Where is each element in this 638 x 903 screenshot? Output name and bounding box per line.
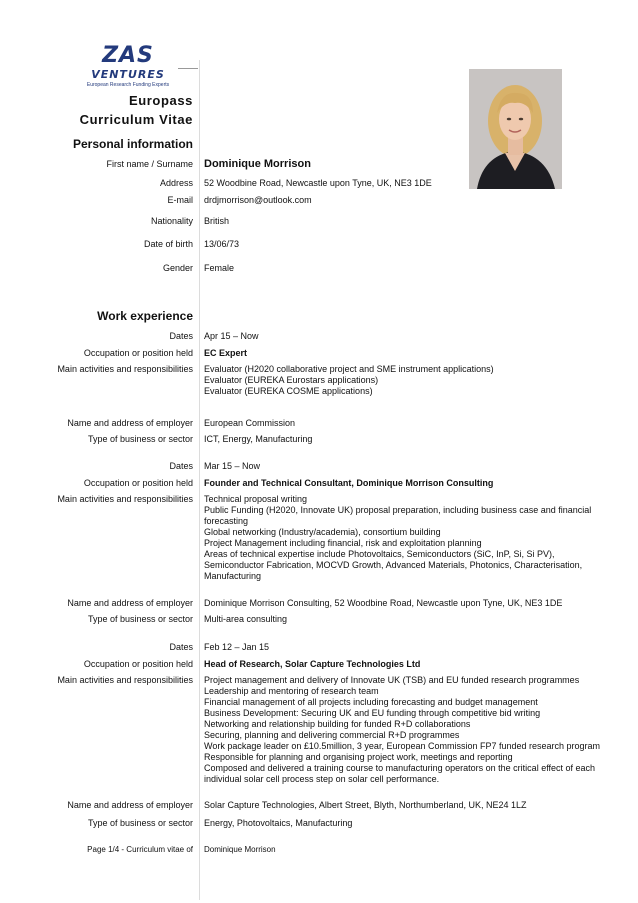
cv-title: Curriculum Vitae [79,112,193,127]
activities-label: Main activities and responsibilities [57,675,193,685]
dob-value: 13/06/73 [204,239,240,249]
footer-name: Dominique Morrison [204,845,276,854]
logo-subtitle: VENTURES [91,68,165,81]
work-experience-heading: Work experience [97,309,193,323]
sector-label: Type of business or sector [87,434,193,444]
activity-line: individual solar cell process step on solar cell performance. [204,774,440,784]
sector-value: ICT, Energy, Manufacturing [204,434,313,444]
activities-list [204,364,596,397]
nationality-label: Nationality [150,216,193,226]
sector-value: Multi-area consulting [204,614,288,624]
name-label: First name / Surname [106,159,193,169]
occupation-label: Occupation or position held [83,659,193,669]
dates-value: Mar 15 – Now [204,461,261,471]
activity-line: Business Development: Securing UK and EU funding through competitive bid writing [204,708,541,718]
activity-line: Financial management of all projects including forecasting and budget management [204,697,538,707]
employer-label: Name and address of employer [67,598,193,608]
employer-label: Name and address of employer [67,418,193,428]
activity-line: forecasting [204,516,249,526]
gender-label: Gender [162,263,193,273]
profile-photo [469,69,562,189]
email-label: E-mail [167,195,193,205]
dates-value: Apr 15 – Now [204,331,259,341]
activity-line: Securing, planning and delivering commercial R+D programmes [204,730,460,740]
dates-label: Dates [169,461,193,471]
occupation-value: Head of Research, Solar Capture Technologies Ltd [204,659,421,669]
sector-label: Type of business or sector [87,818,193,828]
employer-value: Solar Capture Technologies, Albert Street, Blyth, Northumberland, UK, NE24 1LZ [204,800,527,810]
occupation-label: Occupation or position held [83,478,193,488]
activity-line: Leadership and mentoring of research team [204,686,379,696]
zas-ventures-logo [82,44,174,94]
europass-title: Europass [128,93,193,108]
activity-line: Public Funding (H2020, Innovate UK) proposal preparation, including business case and financial [204,505,592,515]
employer-value: Dominique Morrison Consulting, 52 Woodbine Road, Newcastle upon Tyne, UK, NE3 1DE [204,598,563,608]
activity-line: Technical proposal writing [204,494,308,504]
activity-line: Semiconductor Fabrication, MOCVD Growth, Advanced Materials, Photonics, Characterisation, [204,560,583,570]
header-rule [178,68,198,69]
activity-line: Responsible for planning and organising project work, meetings and reporting [204,752,513,762]
activity-line: Project management and delivery of Innovate UK (TSB) and EU funded research programmes [204,675,580,685]
activity-line: Evaluator (EUREKA COSME applications) [204,386,373,396]
column-divider [199,60,200,900]
activity-line: Work package leader on £10.5million, 3 year, European Commission FP7 funded research program [204,741,601,751]
personal-information-heading: Personal information [72,137,193,151]
occupation-value: Founder and Technical Consultant, Dominique Morrison Consulting [204,478,494,488]
footer-page-label: Page 1/4 - Curriculum vitae of [87,845,193,854]
activity-line: Evaluator (H2020 collaborative project and SME instrument applications) [204,364,494,374]
activities-list [204,494,596,582]
activity-line: Evaluator (EUREKA Eurostars applications) [204,375,379,385]
nationality-value: British [204,216,230,226]
employer-value: European Commission [204,418,296,428]
address-label: Address [159,178,193,188]
employer-label: Name and address of employer [67,800,193,810]
activities-label: Main activities and responsibilities [57,494,193,504]
activity-line: Manufacturing [204,571,262,581]
logo-tagline: European Research Funding Experts [86,82,170,88]
dob-label: Date of birth [143,239,193,249]
dates-label: Dates [169,331,193,341]
occupation-label: Occupation or position held [83,348,193,358]
gender-value: Female [204,263,235,273]
sector-value: Energy, Photovoltaics, Manufacturing [204,818,353,828]
activity-line: Project Management including financial, risk and exploitation planning [204,538,482,548]
sector-label: Type of business or sector [87,614,193,624]
activity-line: Global networking (Industry/academia), consortium building [204,527,441,537]
email-value[interactable]: drdjmorrison@outlook.com [204,195,312,205]
activity-line: Networking and relationship building for funded R+D collaborations [204,719,471,729]
dates-label: Dates [169,642,193,652]
name-value: Dominique Morrison [204,158,311,170]
portrait-image [469,69,562,189]
address-value: 52 Woodbine Road, Newcastle upon Tyne, UK, NE3 1DE [204,178,432,188]
activity-line: Areas of technical expertise include Photovoltaics, Semiconductors (SiC, InP, Si, Si PV), [204,549,555,559]
occupation-value: EC Expert [204,348,248,358]
activity-line: Composed and delivered a training course to manufacturing operators on the critical effect of each [204,763,596,773]
activities-list [204,675,601,785]
dates-value: Feb 12 – Jan 15 [204,642,270,652]
logo-wordmark: ZAS [102,43,154,68]
activities-label: Main activities and responsibilities [57,364,193,374]
